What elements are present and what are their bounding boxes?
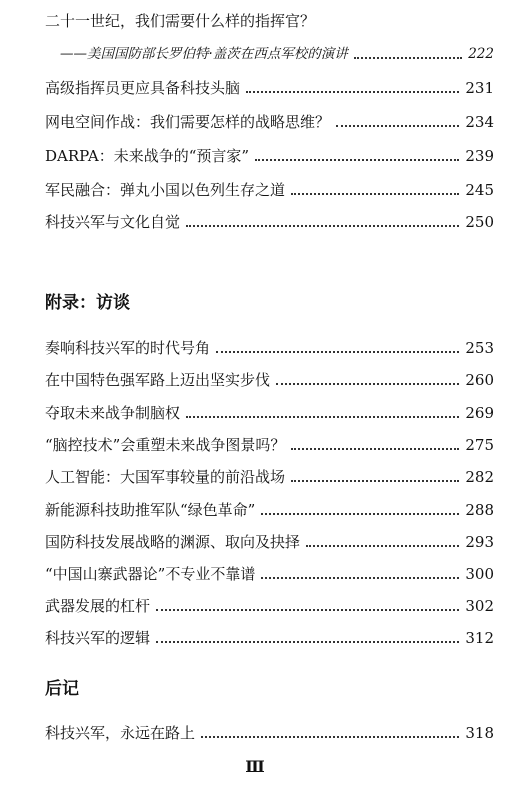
toc-entry[interactable] xyxy=(45,622,494,646)
toc-entry[interactable] xyxy=(45,206,494,230)
toc-entry[interactable] xyxy=(45,174,494,198)
toc-page-number: 239 xyxy=(465,147,494,165)
toc-entry-title: 国防科技发展战略的渊源、取向及抉择 xyxy=(45,533,301,551)
toc-page-number: 222 xyxy=(468,46,494,62)
dot-leader xyxy=(336,125,459,127)
toc-page-number: 245 xyxy=(465,181,494,199)
toc-entry[interactable] xyxy=(45,717,494,741)
toc-page-number: 275 xyxy=(465,436,494,454)
toc-entry[interactable] xyxy=(45,526,494,550)
toc-page-number: 253 xyxy=(465,339,494,357)
toc-entry[interactable] xyxy=(45,72,494,96)
toc-page-number: 282 xyxy=(465,468,494,486)
toc-page-number: 300 xyxy=(465,565,494,583)
toc-entry-title: 科技兴军，永远在路上 xyxy=(45,724,196,742)
toc-entry-title: 网电空间作战：我们需要怎样的战略思维？ xyxy=(45,113,331,131)
toc-entry-title: “中国山寨武器论”不专业不靠谱 xyxy=(45,565,256,583)
page-footer-number: Ⅲ xyxy=(245,757,265,776)
dot-leader xyxy=(276,383,459,385)
dot-leader xyxy=(354,57,462,59)
toc-entry[interactable] xyxy=(45,494,494,518)
dot-leader xyxy=(291,193,459,195)
toc-entry-title: 人工智能：大国军事较量的前沿战场 xyxy=(45,468,286,486)
toc-entry-title: “脑控技术”会重塑未来战争图景吗？ xyxy=(45,436,286,454)
toc-entry-title: 高级指挥员更应具备科技头脑 xyxy=(45,79,241,97)
dot-leader xyxy=(156,641,459,643)
toc-entry[interactable] xyxy=(45,558,494,582)
toc-entry-title: 奏响科技兴军的时代号角 xyxy=(45,339,211,357)
toc-entry[interactable] xyxy=(45,590,494,614)
dot-leader xyxy=(261,577,459,579)
toc-entry[interactable] xyxy=(45,332,494,356)
dot-leader xyxy=(156,609,459,611)
toc-page-number: 250 xyxy=(465,213,494,231)
section-heading-appendix: 附录：访谈 xyxy=(45,293,130,313)
toc-entry-title: 夺取未来战争制脑权 xyxy=(45,404,181,422)
toc-entry-title: 武器发展的杠杆 xyxy=(45,597,151,615)
toc-entry-title: DARPA：未来战争的“预言家” xyxy=(45,147,250,165)
dot-leader xyxy=(201,736,459,738)
dot-leader xyxy=(291,448,459,450)
toc-page-number: 288 xyxy=(465,501,494,519)
dot-leader xyxy=(255,159,459,161)
toc-subtitle-text: ——美国国防部长罗伯特·盖茨在西点军校的演讲 xyxy=(60,46,348,62)
toc-entry[interactable] xyxy=(45,461,494,485)
toc-page-number: 260 xyxy=(465,371,494,389)
dot-leader xyxy=(306,545,459,547)
toc-entry-title: 科技兴军与文化自觉 xyxy=(45,213,181,231)
toc-page-number: 318 xyxy=(465,724,494,742)
dot-leader xyxy=(186,225,459,227)
toc-page-number: 269 xyxy=(465,404,494,422)
toc-entry[interactable] xyxy=(45,397,494,421)
toc-page-number: 231 xyxy=(465,79,494,97)
toc-entry-subtitle[interactable] xyxy=(60,40,494,62)
dot-leader xyxy=(291,480,459,482)
toc-entry[interactable] xyxy=(45,364,494,388)
dot-leader xyxy=(246,91,459,93)
toc-page-number: 302 xyxy=(465,597,494,615)
section-heading-afterword: 后记 xyxy=(45,679,79,699)
dot-leader xyxy=(186,416,459,418)
toc-entry[interactable] xyxy=(45,140,494,164)
dot-leader xyxy=(261,513,459,515)
toc-entry[interactable] xyxy=(45,429,494,453)
toc-page-number: 312 xyxy=(465,629,494,647)
toc-entry-title: 军民融合：弹丸小国以色列生存之道 xyxy=(45,181,286,199)
toc-page-number: 293 xyxy=(465,533,494,551)
toc-entry-title: 科技兴军的逻辑 xyxy=(45,629,151,647)
toc-entry-title: 二十一世纪，我们需要什么样的指挥官？ xyxy=(45,12,316,30)
toc-entry-title: 新能源科技助推军队“绿色革命” xyxy=(45,501,256,519)
dot-leader xyxy=(216,351,459,353)
toc-page-number: 234 xyxy=(465,113,494,131)
toc-entry[interactable] xyxy=(45,106,494,130)
toc-entry-title: 在中国特色强军路上迈出坚实步伐 xyxy=(45,371,271,389)
